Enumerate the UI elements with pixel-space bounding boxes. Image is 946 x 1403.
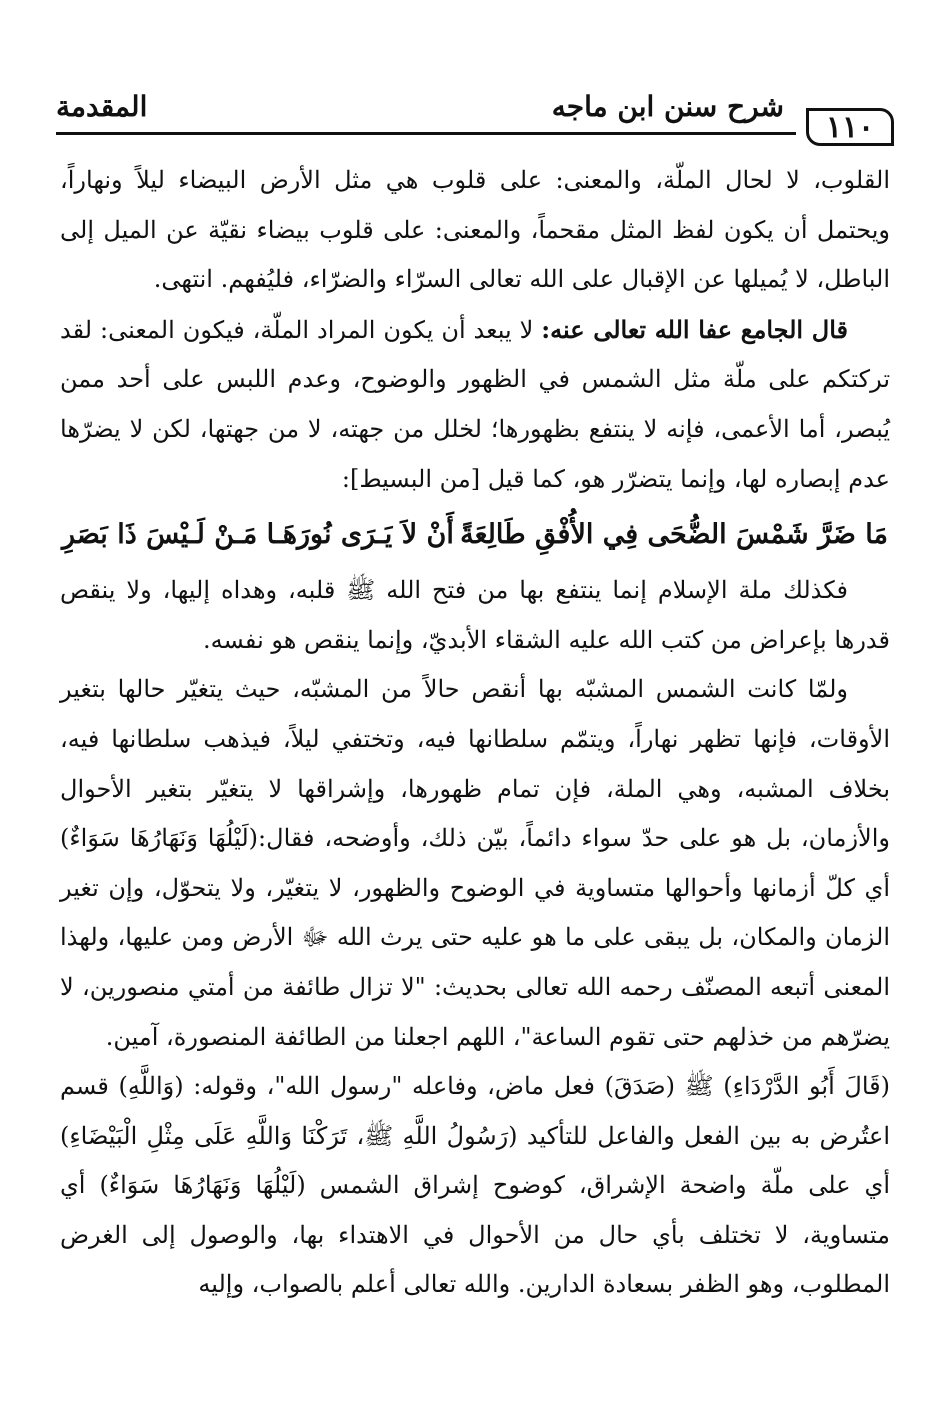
paragraph-5: (قَالَ أَبُو الدَّرْدَاءِ) ﷺ (صَدَقَ) فعل ماض، وفاعله "رسول الله"، وقوله: (وَاللَّهِ) قسم اعتُرض به بين الفعل والفاعل للتأكيد (رَسُولُ اللَّهِ ﷺ، تَرَكْنَا وَاللَّهِ عَلَى مِثْلِ الْبَيْضَاءِ) أي على ملّة واضحة الإشراق، كوضوح إشراق الشمس (لَيْلُهَا وَنَهَارُهَا سَوَاءٌ) أي متساوية، لا تختلف بأي حال من الأحوال في الاهتداء بها، والوصول إلى الغرض المطلوب، وهو الظفر بسعادة الدارين. والله تعالى أعلم بالصواب، وإليه <box>60 1072 890 1299</box>
poetry-verse <box>60 504 890 566</box>
paragraph-4: ولمّا كانت الشمس المشبّه بها أنقص حالاً من المشبّه، حيث يتغيّر حالها بتغير الأوقات، فإنها تظهر نهاراً، ويتمّم سلطانها فيه، وتختفي ليلاً، فيذهب سلطانها فيه، بخلاف المشبه، وهي الملة، فإن تمام ظهورها، وإشراقها لا يتغيّر بتغير الأحوال والأزمان، بل هو على حدّ سواء دائماً، بيّن ذلك، وأوضحه، فقال:(لَيْلُهَا وَنَهَارُهَا سَوَاءٌ) أي كلّ أزمانها وأحوالها متساوية في الوضوح والظهور، لا يتغيّر، ولا يتحوّل، وإن تغير الزمان والمكان، بل يبقى على ما هو عليه حتى يرث الله ﷻ الأرض ومن عليها، ولهذا المعنى أتبعه المصنّف رحمه الله تعالى بحديث: "لا تزال طائفة من أمتي منصورين، لا يضرّهم من خذلهم حتى تقوم الساعة"، اللهم اجعلنا من الطائفة المنصورة، آمين. <box>60 675 891 1051</box>
paragraph-2 <box>60 305 890 504</box>
paragraph-2-text: لا يبعد أن يكون المراد الملّة، فيكون المعنى: لقد تركتكم على ملّة مثل الشمس في الظهور والوضوح، وعدم اللبس على أحد ممن يُبصر، أما الأعمى، فإنه لا ينتفع بظهورها؛ لخلل من جهته، لا من جهتها، لكن لا يضرّها عدم إبصاره لها، وإنما يتضرّر هو، كما قيل [من البسيط]: <box>60 315 890 493</box>
paragraph-1: القلوب، لا لحال الملّة، والمعنى: على قلوب هي مثل الأرض البيضاء ليلاً ونهاراً، ويحتمل أن يكون لفظ المثل مقحماً، والمعنى: على قلوب بيضاء نقيّة عن الميل إلى الباطل، لا يُميلها عن الإقبال على الله تعالى السرّاء والضرّاء، فليُفهم. انتهى. <box>60 166 890 294</box>
paragraph-2-lead: قال الجامع عفا الله تعالى عنه: <box>541 314 849 344</box>
verse-second-hemistich: أَنْ لاَ يَـرَى نُورَهَـا مَـنْ لَـيْسَ ذَا بَصَرِ <box>62 519 454 551</box>
verse-first-hemistich: مَا ضَرَّ شَمْسَ الضُّحَى فِي الأُفْقِ طَالِعَةً <box>460 519 888 551</box>
page-header <box>56 90 894 150</box>
page-body <box>60 156 890 1310</box>
paragraph-3: فكذلك ملة الإسلام إنما ينتفع بها من فتح الله ﷺ قلبه، وهداه إليها، ولا ينقص قدرها بإعراض من كتب الله عليه الشقاء الأبديّ، وإنما ينقص هو نفسه. <box>60 576 890 654</box>
page-number: ١١٠ <box>806 108 894 146</box>
header-rule <box>56 132 796 135</box>
book-title: شرح سنن ابن ماجه <box>551 90 784 123</box>
section-title: المقدمة <box>56 90 148 123</box>
